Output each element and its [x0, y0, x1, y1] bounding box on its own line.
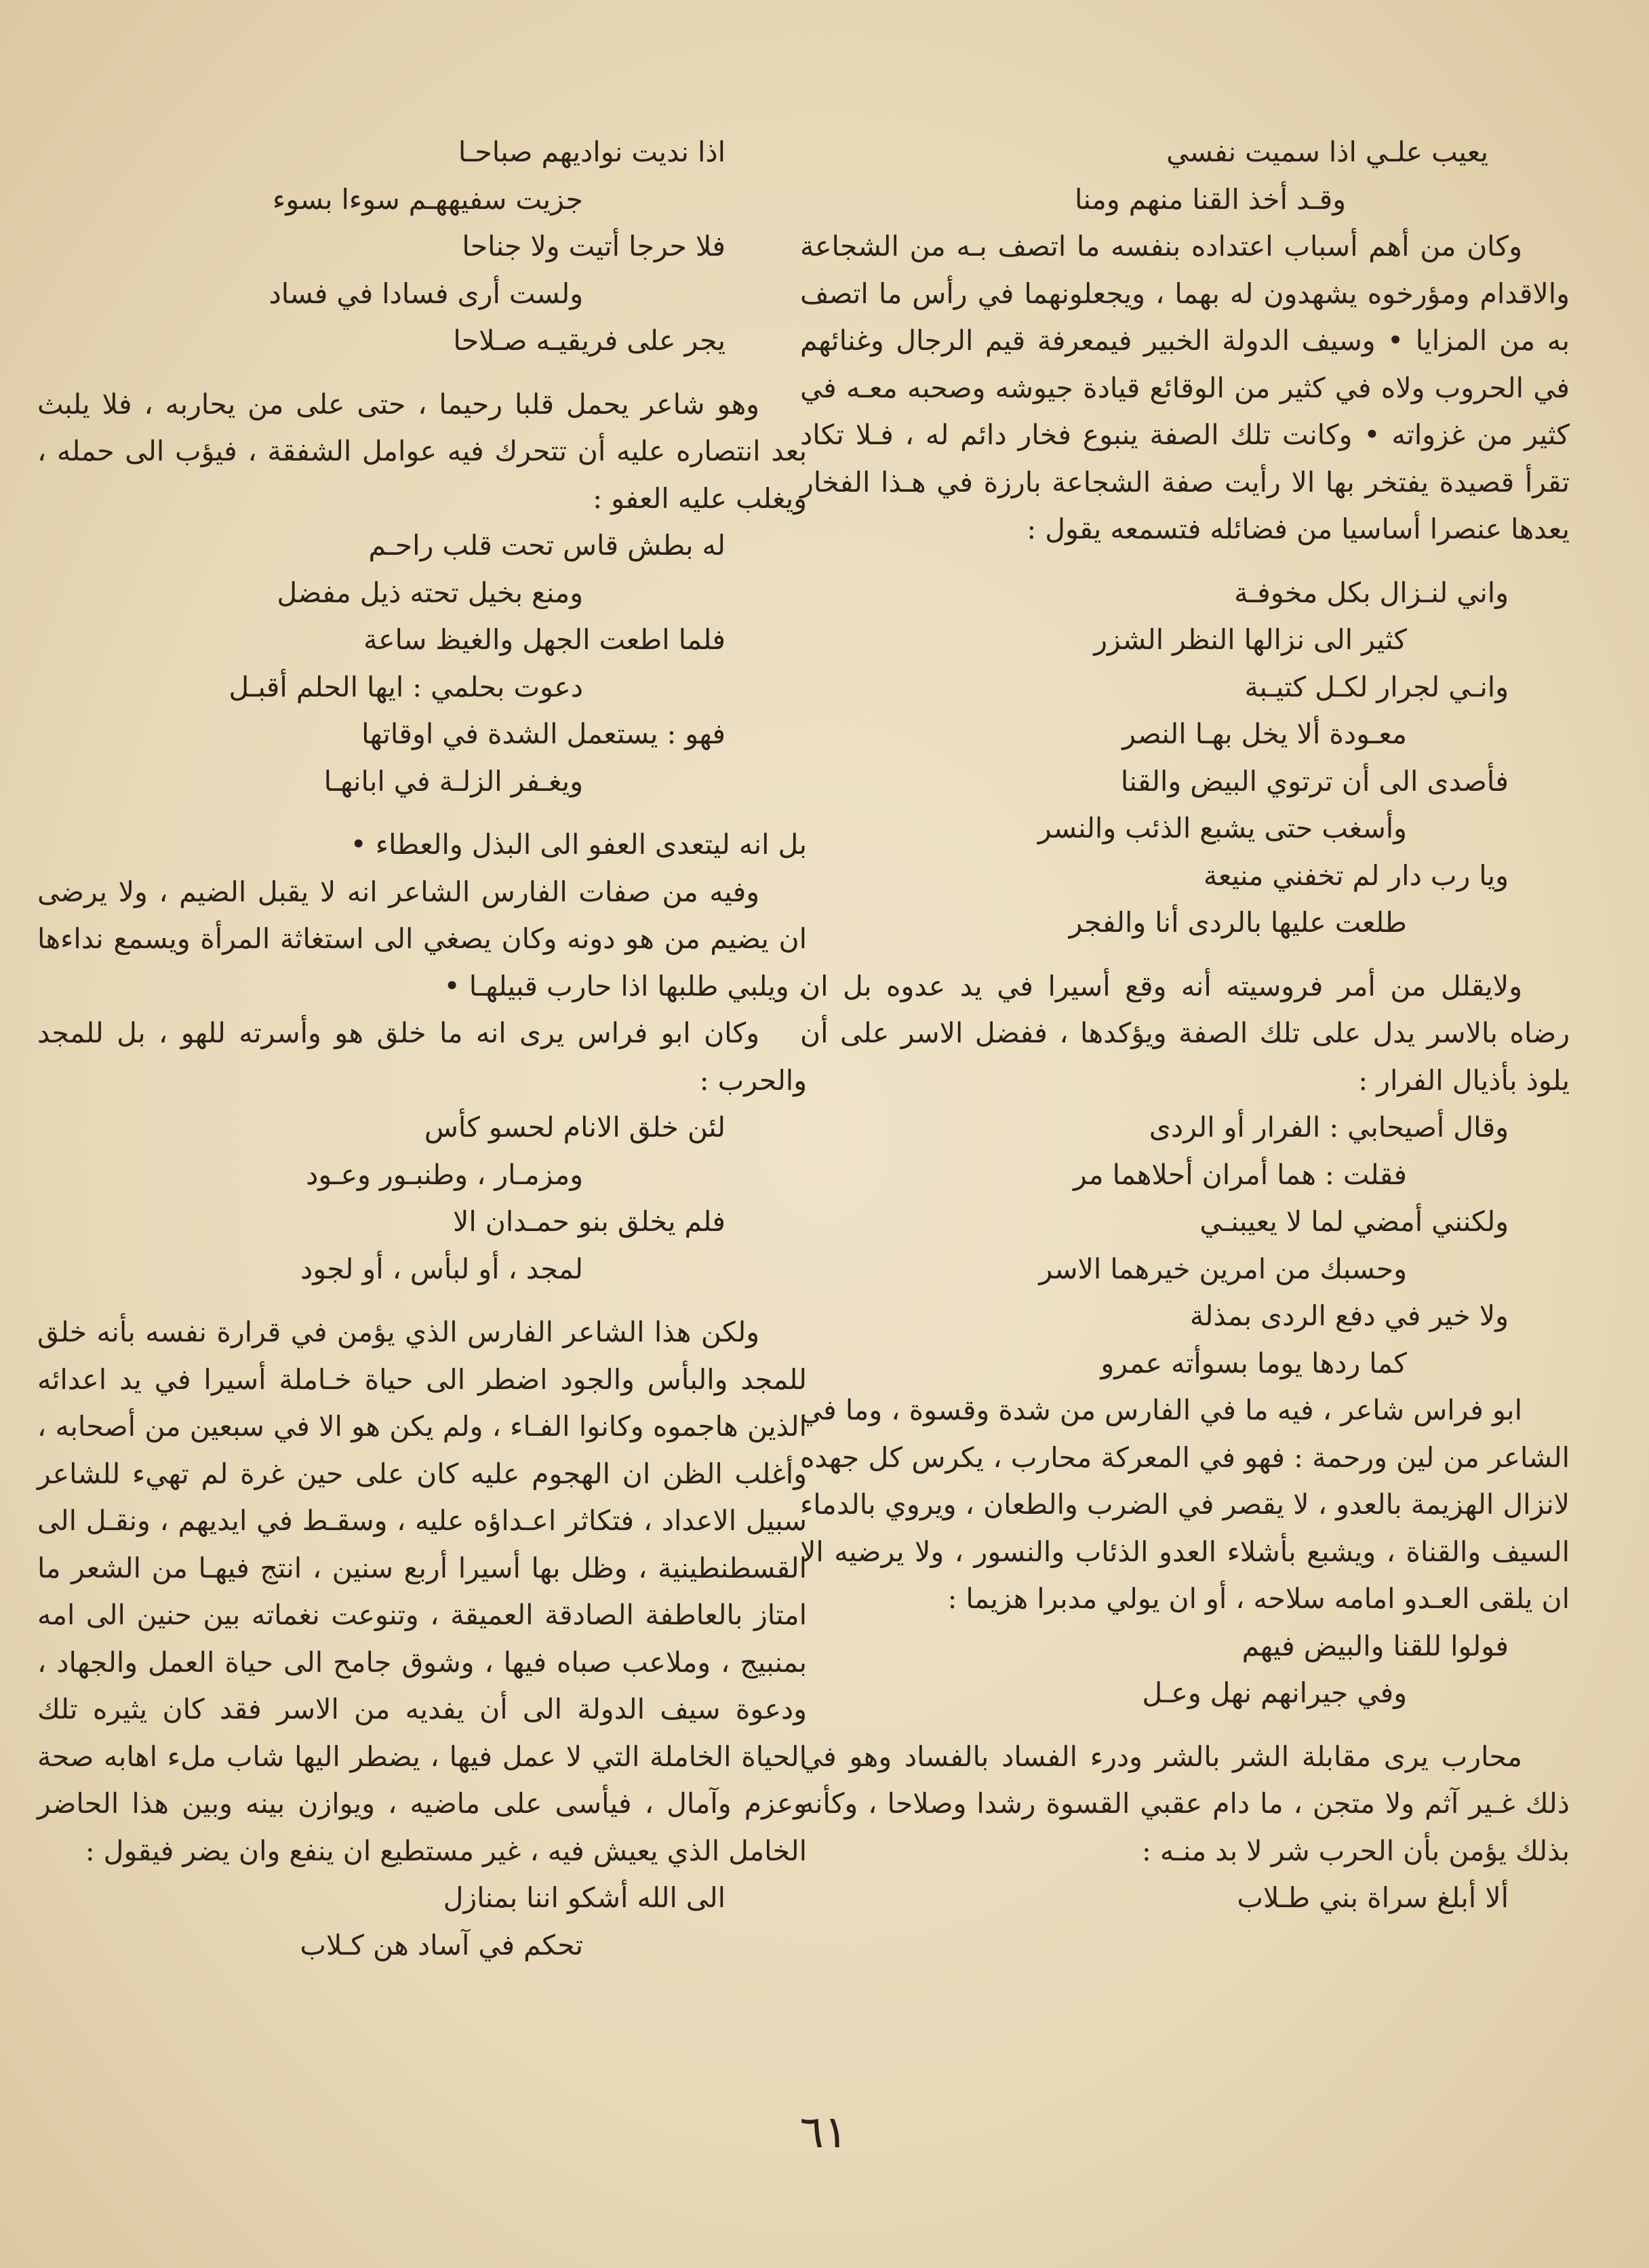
- verse-line: له بطش قاس تحت قلب راحـم: [368, 529, 726, 562]
- spacer: [800, 553, 1570, 570]
- right-column: [800, 129, 1570, 1922]
- spacer: [37, 805, 807, 821]
- verse-line: جزيت سفيههـم سوءا بسوء: [273, 182, 583, 216]
- verse-line: لمجد ، أو لبأس ، أو لجود: [300, 1252, 583, 1285]
- verse-line: دعوت بحلمي : ايها الحلم أقبـل: [229, 670, 583, 703]
- verse-line: الى الله أشكو اننا بمنازل: [443, 1881, 726, 1914]
- verse-line: ويغـفر الزلـة في ابانهـا: [323, 764, 583, 798]
- verse-line: يعيب علـي اذا سميت نفسي: [1166, 136, 1488, 168]
- paragraph: ولكن هذا الشاعر الفارس الذي يؤمن في قرارة نفسه بأنه خلق للمجد والبأس والجود اضطر الى حياة خـاملة أسيرا في يد اعدائه الذين هاجموه وكانوا الفـاء ، ولم يكن هو الا في سبعين من أصحابه ، وأغلب الظن ان الهجوم عليه كان على حين غرة لم تهيء للشاعر سبيل الاعداد ، فتكاثر اعـداؤه عليه ، وسقـط في ايديهم ، ونقـل الى القسطنطينية ، وظل بها أسيرا أربع سنين ، انتج فيهـا من الشعر ما امتاز بالعاطفة الصادقة العميقة ، وتنوعت نغماته بين حنين الى امه بمنبيج ، وملاعب صباه فيها ، وشوق جامح الى حياة العمل والجهاد ، ودعوة سيف الدولة الى أن يفديه من الاسر فقد كان يثيره تلك الحياة الخاملة التي لا عمل فيها ، يضطر اليها شاب ملء اهابه صحة وعزم وآمال ، فيأسى على ماضيه ، ويوازن بينه وبين هذا الحاضر الخامل الذي يعيش فيه ، غير مستطيع ان ينفع وان يضر فيقول :: [37, 1316, 807, 1867]
- verse-line: فأصدى الى أن ترتوي البيض والقنا: [1120, 764, 1509, 798]
- verse-line: ويا رب دار لم تخفني منيعة: [1203, 859, 1509, 892]
- spacer: [37, 1293, 807, 1309]
- page-number: ٦١: [799, 2106, 848, 2158]
- verse-line: طلعت عليها بالردى أنا والفجر: [1069, 906, 1407, 939]
- verse-line: وفي جيرانهم نهل وعـل: [1142, 1677, 1407, 1709]
- verse-line: يجر على فريقيـه صـلاحا: [453, 324, 726, 357]
- verse-line: واني لنـزال بكل مخوفـة: [1234, 576, 1509, 609]
- verse-line: ولا خير في دفع الردى بمذلة: [1189, 1299, 1509, 1332]
- spacer: [37, 365, 807, 381]
- verse-line: ومنع بخيل تحته ذيل مفضل: [277, 576, 583, 609]
- verse-line: اذا نديت نواديهم صباحـا: [458, 136, 726, 168]
- verse-line: ومزمـار ، وطنبـور وعـود: [306, 1158, 583, 1191]
- verse-line: لئن خلق الانام لحسو كأس: [424, 1111, 726, 1143]
- verse-line: وأسغب حتى يشبع الذئب والنسر: [1037, 812, 1407, 844]
- verse-line: تحكم في آساد هن كـلاب: [300, 1928, 583, 1961]
- verse-line: فلما اطعت الجهل والغيظ ساعة: [363, 623, 726, 656]
- paragraph: محارب يرى مقابلة الشر بالشر ودرء الفساد بالفساد وهو في ذلك غـير آثم ولا متجن ، ما دام عقبي القسوة رشدا وصلاحا ، وكأنه بذلك يؤمن بأن الحرب شر لا بد منـه :: [800, 1740, 1570, 1867]
- paragraph: بل انه ليتعدى العفو الى البذل والعطاء •: [350, 828, 807, 861]
- spacer: [800, 947, 1570, 963]
- verse-line: كثير الى نزالها النظر الشزر: [1094, 623, 1407, 656]
- paragraph: ابو فراس شاعر ، فيه ما في الفارس من شدة وقسوة ، وما في الشاعر من لين ورحمة : فهو في المعركة محارب ، يكرس كل جهده لانزال الهزيمة بالعدو ، لا يقصر في الضرب والطعان ، ويروي بالدماء السيف والقناة ، ويشبع بأشلاء العدو الذئاب والنسور ، ولا يرضيه الا ان يلقى العـدو امامه سلاحه ، أو ان يولي مدبرا هزيما :: [800, 1394, 1570, 1615]
- verse-line: كما ردها يوما بسوأته عمرو: [1100, 1346, 1407, 1380]
- verse-line: فقلت : هما أمران أحلاهما مر: [1073, 1158, 1407, 1191]
- left-column: [37, 129, 807, 1969]
- paragraph: ولايقلل من أمر فروسيته أنه وقع أسيرا في يد عدوه بل ان رضاه بالاسر يدل على تلك الصفة ويؤكدها ، ففضل الاسر على أن يلوذ بأذيال الفرار :: [800, 969, 1570, 1097]
- paragraph: وكان ابو فراس يرى انه ما خلق هو وأسرته للهو ، بل للمجد والحرب :: [37, 1017, 807, 1097]
- verse-line: معـودة ألا يخل بهـا النصر: [1122, 718, 1407, 750]
- paragraph: وهو شاعر يحمل قلبا رحيما ، حتى على من يحاربه ، فلا يلبث بعد انتصاره عليه أن تتحرك فيه عوامل الشفقة ، فيؤب الى حمله ، ويغلب عليه العفو :: [37, 387, 807, 515]
- verse-line: فلم يخلق بنو حمـدان الا: [452, 1205, 726, 1238]
- verse-line: ولست أرى فسادا في فساد: [269, 277, 583, 310]
- verse-line: فولوا للقنا والبيض فيهم: [1241, 1629, 1509, 1662]
- verse-line: ألا أبلغ سراة بني طـلاب: [1237, 1881, 1509, 1914]
- spacer: [800, 1717, 1570, 1734]
- verse-line: وقـد أخذ القنا منهم ومنا: [1075, 182, 1346, 216]
- verse-line: فلا حرجا أتيت ولا جناحا: [462, 230, 726, 262]
- paragraph: وكان من أهم أسباب اعتداده بنفسه ما اتصف بـه من الشجاعة والاقدام ومؤرخوه يشهدون له بهما ، ويجعلونهما في رأس ما اتصف به من المزايا • وسيف الدولة الخبير فيمعرفة قيم الرجال وغنائهم في الحروب ولاه في كثير من الوقائع قيادة جيوشه وصحبه معـه في كثير من غزواته • وكانت تلك الصفة ينبوع فخار دائم له ، فـلا تكاد تقرأ قصيدة يفتخر بها الا رأيت صفة الشجاعة بارزة في هـذا الفخار يعدها عنصرا أساسيا من فضائله فتسمعه يقول :: [800, 230, 1570, 545]
- verse-line: وحسبك من امرين خيرهما الاسر: [1039, 1252, 1407, 1285]
- paragraph: وفيه من صفات الفارس الشاعر انه لا يقبل الضيم ، ولا يرضى ان يضيم من هو دونه وكان يصغي الى استغاثة المرأة ويسمع نداءها ، ويلبي طلبها اذا حارب قبيلهـا •: [37, 875, 807, 1002]
- verse-line: فهو : يستعمل الشدة في اوقاتها: [361, 718, 726, 750]
- verse-line: ولكنني أمضي لما لا يعيبنـي: [1199, 1205, 1509, 1238]
- verse-line: وانـي لجرار لكـل كتيـبة: [1244, 670, 1509, 703]
- verse-line: وقال أصيحابي : الفرار أو الردى: [1149, 1111, 1509, 1143]
